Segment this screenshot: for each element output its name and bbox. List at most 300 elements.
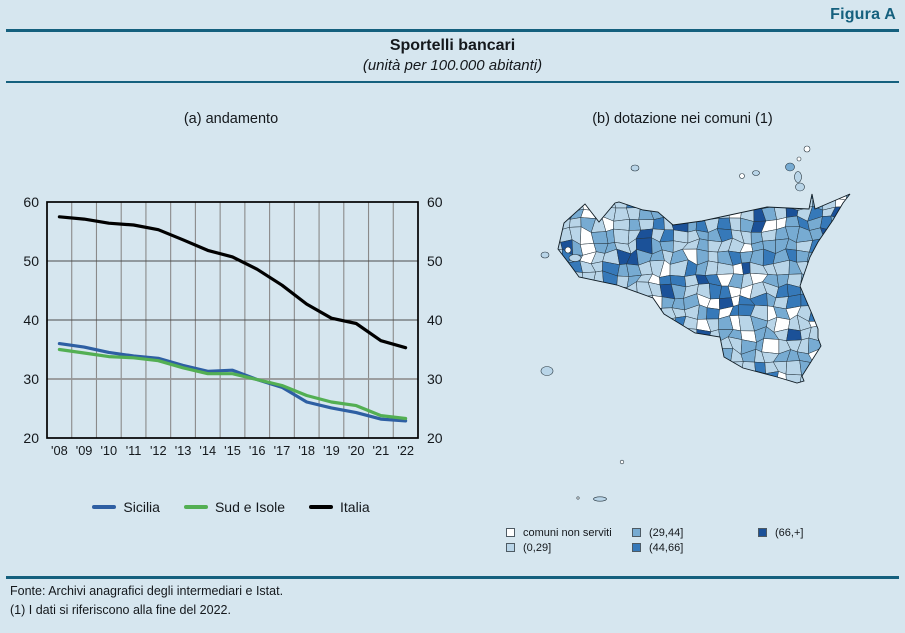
commune-cell [582, 285, 597, 298]
commune-cell [614, 373, 629, 387]
commune-cell [819, 373, 831, 386]
commune-cell [653, 296, 663, 310]
commune-cell [674, 376, 686, 386]
y-tick-left: 40 [23, 312, 39, 328]
commune-cell [686, 392, 697, 409]
commune-cell [662, 370, 676, 384]
commune-cell [856, 263, 869, 277]
commune-cell [617, 287, 627, 299]
commune-cell [707, 184, 723, 195]
y-tick-left: 30 [23, 371, 39, 387]
commune-cell [835, 261, 847, 275]
island-marettimo [541, 252, 549, 258]
commune-cell [845, 304, 857, 320]
x-tick: '20 [347, 443, 365, 458]
island-panarea [797, 157, 801, 161]
figure-subtitle: (unità per 100.000 abitanti) [362, 57, 543, 74]
commune-cell [773, 197, 789, 207]
commune-cell [664, 217, 674, 230]
commune-cell [595, 309, 607, 319]
commune-cell [558, 385, 571, 398]
commune-cell [762, 339, 779, 354]
island-lampedusa [594, 497, 607, 501]
commune-cell [603, 316, 618, 330]
commune-cell [661, 194, 677, 210]
commune-cell [545, 381, 559, 396]
commune-cell [647, 183, 665, 196]
commune-cell [614, 294, 628, 306]
commune-cell [686, 359, 699, 376]
commune-cell [855, 222, 865, 232]
commune-cell [648, 321, 664, 328]
commune-cell [613, 304, 628, 320]
commune-cell [822, 342, 834, 351]
commune-cell [675, 198, 688, 210]
commune-cell [716, 394, 733, 406]
commune-cell [857, 294, 867, 306]
sicily-choropleth-map [490, 140, 905, 525]
commune-cell [660, 340, 673, 353]
commune-cell [856, 282, 867, 296]
commune-cell [662, 383, 676, 398]
commune-cell [615, 361, 628, 375]
x-tick: '13 [174, 443, 192, 458]
map-legend-item [758, 527, 803, 539]
x-tick: '14 [199, 443, 217, 458]
commune-cell [831, 375, 844, 386]
commune-cell [670, 209, 688, 222]
commune-cell [787, 329, 802, 341]
commune-cell [843, 221, 859, 230]
commune-cell [834, 331, 848, 342]
commune-cell [594, 184, 609, 199]
map-legend [506, 525, 803, 555]
commune-cell [705, 360, 718, 372]
commune-cell [740, 392, 756, 405]
commune-cell [693, 392, 711, 407]
commune-cell [596, 360, 605, 376]
commune-cell [836, 253, 847, 265]
commune-cell [820, 260, 836, 271]
commune-cell [855, 362, 869, 374]
island-filicudi [753, 171, 760, 176]
commune-cell [695, 195, 709, 210]
island-salina [786, 163, 795, 171]
commune-cell [855, 370, 864, 386]
y-tick-left: 60 [23, 194, 39, 210]
commune-cell [847, 250, 858, 265]
commune-cell [842, 229, 855, 242]
commune-cell [835, 320, 845, 332]
figure-label: Figura A [830, 6, 896, 23]
commune-cell [671, 349, 686, 363]
y-tick-right: 20 [427, 430, 443, 446]
legend-color-swatch [506, 528, 515, 537]
commune-cell [560, 338, 572, 353]
y-tick-right: 30 [427, 371, 443, 387]
top-rule [6, 29, 899, 32]
legend-label: (29,44] [649, 526, 684, 539]
commune-cell [670, 384, 686, 398]
legend-color-swatch [758, 528, 767, 537]
commune-cell [786, 361, 802, 376]
commune-cell [853, 382, 869, 393]
y-tick-left: 50 [23, 253, 39, 269]
commune-cell [697, 305, 707, 320]
commune-cell [820, 348, 832, 361]
legend-label: (44,66] [649, 541, 684, 554]
commune-cell [822, 307, 835, 321]
commune-cell [557, 185, 573, 200]
commune-cell [582, 296, 597, 309]
commune-cell [546, 263, 563, 275]
commune-cell [557, 306, 569, 319]
commune-cell [580, 350, 595, 363]
commune-cell [581, 209, 596, 218]
commune-cell [750, 198, 766, 209]
commune-cell [844, 294, 859, 305]
x-tick: '08 [51, 443, 68, 458]
line-chart [0, 189, 465, 474]
commune-cell [729, 218, 740, 231]
footer-rule [6, 576, 899, 579]
commune-cell [843, 318, 859, 332]
commune-cell [582, 306, 597, 317]
commune-cell [637, 341, 652, 353]
commune-cell [593, 383, 606, 398]
commune-cell [807, 260, 822, 277]
commune-cell [546, 337, 561, 354]
commune-cell [593, 395, 606, 405]
commune-cell [832, 342, 847, 352]
commune-cell [651, 382, 665, 395]
commune-cell [799, 385, 810, 398]
commune-cell [614, 386, 629, 398]
commune-cell [732, 184, 741, 199]
commune-cell [639, 220, 654, 231]
legend-color-swatch [632, 528, 641, 537]
commune-cell [613, 219, 629, 230]
commune-cell [716, 382, 731, 398]
commune-cell [591, 315, 605, 329]
commune-cell [639, 183, 648, 200]
commune-cell [800, 361, 814, 376]
commune-cell [572, 392, 581, 404]
y-tick-left: 20 [23, 430, 39, 446]
commune-cell [697, 329, 711, 342]
commune-cell [557, 319, 570, 327]
commune-cell [546, 198, 561, 208]
commune-cell [569, 218, 581, 228]
commune-cell [594, 196, 604, 211]
commune-cell [841, 381, 855, 394]
commune-cell [741, 198, 754, 207]
commune-cell [822, 397, 831, 410]
commune-cell [740, 371, 755, 386]
commune-cell [569, 317, 585, 330]
commune-cell [605, 384, 619, 394]
commune-cell [751, 396, 766, 408]
commune-cell [731, 392, 745, 405]
commune-cell [549, 185, 561, 200]
map-legend-item [632, 527, 758, 539]
commune-cell [626, 338, 637, 355]
commune-cell [820, 285, 834, 300]
commune-cell [682, 337, 698, 349]
commune-cell [808, 383, 822, 397]
commune-cell [570, 341, 583, 353]
commune-cell [559, 296, 573, 310]
legend-line-swatch [92, 505, 116, 509]
commune-cell [855, 350, 869, 362]
commune-cell [604, 187, 614, 200]
commune-cell [637, 382, 654, 397]
commune-cell [581, 392, 595, 405]
commune-cell [580, 371, 596, 385]
island-ustica [631, 165, 639, 171]
commune-cell [693, 384, 711, 397]
commune-cell [842, 241, 855, 253]
commune-cell [670, 392, 686, 409]
commune-cell [572, 283, 581, 298]
island-pantelleria [541, 367, 553, 376]
commune-cell [614, 187, 631, 199]
x-tick: '12 [149, 443, 167, 458]
commune-cell [604, 350, 616, 361]
commune-cell [573, 272, 583, 285]
commune-cell [853, 184, 870, 198]
island-linosa [620, 460, 624, 464]
commune-cell [557, 353, 570, 365]
x-tick: '09 [75, 443, 93, 458]
commune-cell [629, 373, 641, 385]
x-tick: '18 [298, 443, 316, 458]
commune-cell [613, 338, 629, 355]
commune-cell [853, 194, 870, 209]
commune-cell [604, 360, 619, 374]
commune-cell [788, 397, 799, 409]
commune-cell [570, 327, 583, 343]
commune-cell [844, 362, 856, 375]
commune-cell [637, 327, 652, 342]
commune-cell [581, 361, 596, 376]
commune-cell [775, 397, 789, 410]
commune-cell [613, 350, 628, 360]
commune-cell [640, 321, 651, 328]
commune-cell [628, 360, 641, 374]
chart-legend [0, 499, 462, 515]
commune-cell [821, 186, 835, 199]
commune-cell [591, 232, 608, 244]
commune-cell [800, 375, 810, 385]
footer [10, 582, 283, 620]
island-lampione [577, 497, 579, 499]
commune-cell [603, 393, 620, 408]
commune-cells [545, 183, 870, 409]
commune-cell [731, 362, 744, 377]
commune-cell [580, 341, 595, 355]
x-tick: '22 [397, 443, 414, 458]
commune-cell [593, 285, 606, 298]
island-stromboli [804, 146, 810, 152]
commune-cell [613, 316, 628, 331]
x-tick: '16 [248, 443, 266, 458]
commune-cell [580, 184, 594, 196]
series-sud-e-isole [59, 350, 405, 419]
commune-cell [638, 309, 654, 321]
map-legend-item [632, 542, 758, 554]
commune-cell [820, 297, 835, 309]
commune-cell [626, 385, 639, 398]
commune-cell [722, 195, 732, 209]
panel-b-title: (b) dotazione nei comuni (1) [592, 111, 773, 127]
commune-cell [594, 340, 605, 355]
map-legend-item [506, 527, 632, 539]
y-tick-right: 40 [427, 312, 443, 328]
commune-cell [830, 349, 845, 365]
commune-cell [693, 370, 711, 385]
legend-line-swatch [184, 505, 208, 509]
commune-cell [856, 274, 866, 284]
chart-legend-item [309, 499, 370, 515]
commune-cell [670, 328, 686, 340]
legend-label: Sud e Isole [214, 499, 286, 515]
x-tick: '21 [372, 443, 390, 458]
commune-cell [841, 370, 855, 386]
commune-cell [675, 183, 686, 199]
commune-cell [831, 216, 847, 231]
commune-cell [546, 315, 563, 331]
commune-cell [649, 360, 662, 374]
commune-cell [626, 397, 641, 409]
commune-cell [648, 327, 664, 342]
x-tick: '10 [100, 443, 118, 458]
commune-cell [639, 196, 649, 208]
x-tick: '11 [125, 443, 142, 458]
commune-cell [830, 361, 845, 375]
commune-cell [835, 305, 848, 322]
commune-cell [570, 350, 581, 361]
commune-cell [629, 328, 642, 341]
commune-cell [649, 351, 664, 361]
commune-cell [710, 349, 718, 364]
commune-cell [820, 254, 836, 262]
island-vulcano [796, 183, 805, 191]
commune-cell [604, 285, 617, 298]
commune-cell [546, 396, 558, 408]
chart-legend-item [92, 499, 160, 515]
commune-cell [558, 396, 573, 408]
commune-cell [582, 327, 593, 341]
commune-cell [809, 396, 823, 410]
commune-cell [651, 308, 662, 321]
commune-cell [819, 321, 835, 331]
commune-cell [662, 351, 673, 364]
legend-label: comuni non serviti [523, 526, 612, 539]
commune-cell [697, 339, 710, 351]
commune-cell [695, 209, 709, 220]
commune-cell [809, 306, 824, 322]
commune-cell [731, 385, 741, 398]
commune-cell [711, 382, 720, 394]
commune-cell [742, 262, 751, 274]
island-alicudi [740, 174, 745, 179]
x-tick: '17 [273, 443, 291, 458]
commune-cell [617, 393, 631, 408]
title-rule [6, 81, 899, 83]
commune-cell [729, 195, 742, 209]
commune-cell [717, 218, 731, 230]
commune-cell [557, 360, 574, 376]
commune-cell [786, 374, 802, 385]
commune-cell [547, 218, 558, 232]
commune-cell [853, 317, 866, 328]
commune-cell [546, 304, 560, 320]
commune-cell [854, 337, 869, 353]
commune-cell [773, 186, 789, 201]
commune-cell [809, 360, 823, 375]
commune-cell [546, 353, 560, 365]
commune-cell [559, 372, 573, 386]
commune-cell [843, 328, 859, 342]
figure-title: Sportelli bancari [389, 37, 516, 54]
commune-cell [842, 392, 854, 407]
commune-cell [842, 349, 855, 365]
commune-cell [671, 361, 686, 376]
commune-cell [605, 329, 618, 344]
commune-cell [626, 351, 637, 361]
commune-cell [582, 315, 595, 330]
commune-cell [684, 384, 693, 397]
commune-cell [853, 304, 867, 318]
commune-cell [628, 183, 639, 200]
commune-cell [660, 328, 673, 340]
commune-cell [614, 199, 629, 208]
commune-cell [673, 337, 686, 353]
commune-cell [798, 396, 810, 410]
commune-cell [546, 328, 563, 338]
commune-cell [853, 392, 869, 406]
commune-cell [843, 206, 859, 221]
commune-cell [685, 197, 699, 211]
panel-a-title: (a) andamento [183, 111, 279, 127]
commune-cell [652, 393, 662, 403]
commune-cell [722, 184, 732, 196]
commune-cell [854, 241, 869, 251]
commune-cell [819, 383, 831, 397]
legend-line-swatch [309, 505, 333, 509]
commune-cell [605, 371, 619, 387]
commune-cell [649, 340, 664, 353]
commune-cell [707, 308, 720, 319]
commune-cell [854, 206, 867, 222]
commune-cell [596, 296, 607, 309]
x-tick: '19 [323, 443, 340, 458]
commune-cell [762, 386, 776, 397]
chart-legend-item [184, 499, 285, 515]
commune-cell [808, 293, 822, 307]
map-legend-item [506, 542, 632, 554]
commune-cell [549, 293, 561, 310]
commune-cell [855, 230, 870, 241]
commune-cell [651, 370, 665, 383]
commune-cell [843, 282, 859, 296]
x-tick: '15 [224, 443, 241, 458]
commune-cell [832, 242, 848, 254]
commune-cell [603, 304, 614, 319]
commune-cell [693, 348, 710, 361]
legend-color-swatch [632, 543, 641, 552]
